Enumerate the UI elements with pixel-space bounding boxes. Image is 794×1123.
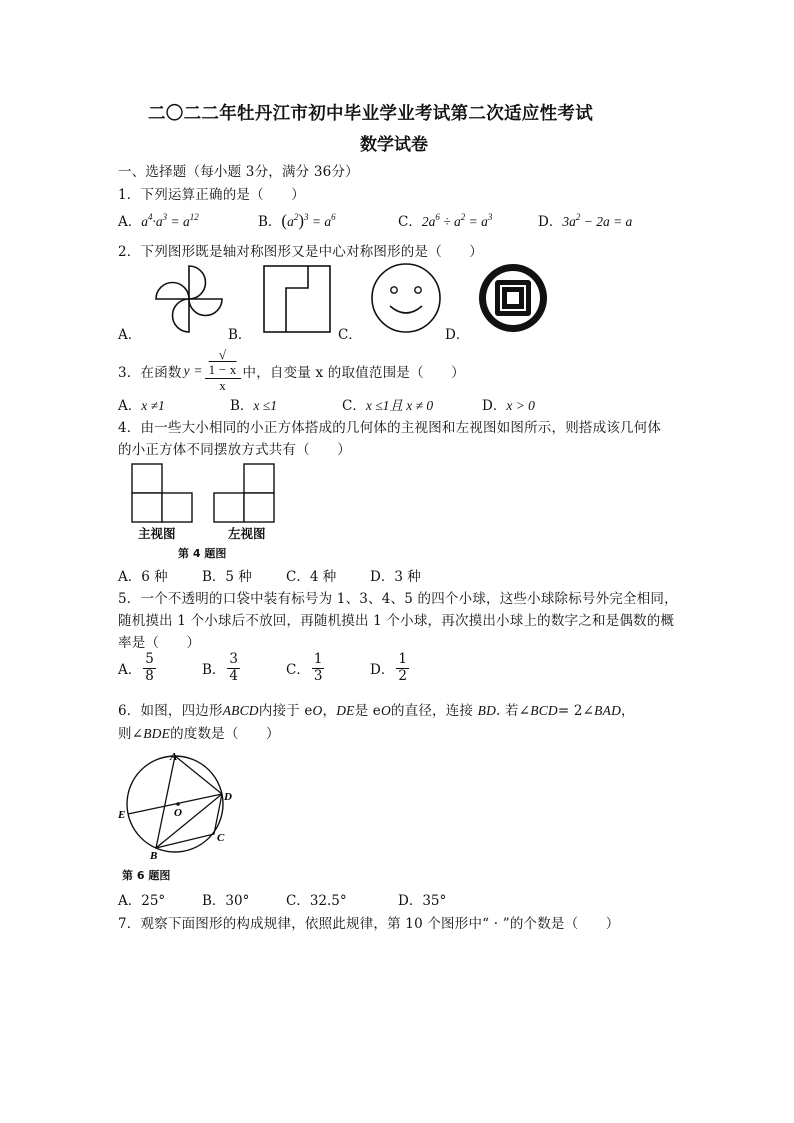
q6-option-c: C．32.5°	[286, 893, 347, 909]
front-view-label: 主视图	[138, 526, 176, 541]
q1-option-c: C．$2a^6 \div a^2 = a^3$	[398, 212, 493, 230]
left-view-label: 左视图	[228, 526, 266, 541]
q5-line3: 率是（ ）	[118, 635, 201, 651]
q6-option-d: D．35°	[398, 893, 447, 909]
q2-option-b-label: B．	[228, 327, 252, 343]
q5-option-c: C． $\frac{1}{3}$	[286, 651, 323, 684]
exam-subtitle: 数学试卷	[360, 135, 428, 155]
q2-option-a-label: A．	[118, 327, 142, 343]
q3-option-a: A．x ≠1	[118, 398, 165, 414]
q4-option-b: B．5 种	[202, 569, 252, 585]
q3-option-c: C．x ≤1且 x ≠ 0	[342, 398, 434, 414]
q7-stem: 7．观察下面图形的构成规律，依照此规律，第 10 个图形中“ · ”的个数是（ ）	[118, 916, 620, 932]
point-c-label: C	[217, 832, 225, 844]
q5-option-d: D． $\frac{1}{2}$	[370, 651, 407, 684]
point-o-label: O	[174, 807, 182, 819]
q4-stem-line2: 的小正方体不同摆放方式共有（ ）	[118, 442, 351, 458]
smiley-face-figure	[370, 262, 442, 334]
q5-option-a: A． $\frac{5}{8}$	[118, 651, 154, 684]
q2-option-d-label: D．	[445, 327, 470, 343]
q4-option-d: D．3 种	[370, 569, 421, 585]
q6-option-b: B．30°	[202, 893, 250, 909]
q3-option-d: D．x > 0	[482, 398, 535, 414]
q1-stem: 1．下列运算正确的是（ ）	[118, 187, 305, 203]
q6-line1: 6．如图，四边形ABCD内接于 eO，DE是 eO的直径，连接 BD. 若∠BCD= 2∠BAD，	[118, 703, 635, 719]
pinwheel-figure	[152, 262, 226, 336]
q6-option-a: A．25°	[118, 893, 166, 909]
q5-option-b: B． $\frac{3}{4}$	[202, 651, 239, 684]
point-a-label: A	[170, 751, 178, 763]
square-step-figure	[262, 264, 332, 334]
q3-stem: 3．在函数 y = √ 1 − x x 中，自变量 x 的取值范围是（ ）	[118, 347, 465, 393]
point-d-label: D	[224, 791, 232, 803]
q4-option-a: A．6 种	[118, 569, 168, 585]
q1-option-d: D．$3a^2 - 2a = a$	[538, 212, 633, 230]
q4-views-figure	[128, 462, 288, 524]
q6-line2: 则∠BDE的度数是（ ）	[118, 726, 280, 742]
q5-line1: 5．一个不透明的口袋中装有标号为 1、3、4、5 的四个小球，这些小球除标号外完全相同，	[118, 591, 678, 607]
q3-option-b: B．x ≤1	[230, 398, 277, 414]
q1-option-b: B．$(a^2)^3 = a^6$	[258, 211, 336, 230]
q5-line2: 随机摸出 1 个小球后不放回，再随机摸出 1 个小球，再次摸出小球上的数字之和是偶数的概	[118, 613, 675, 629]
point-b-label: B	[150, 850, 158, 862]
q4-stem-line1: 4．由一些大小相同的小正方体搭成的几何体的主视图和左视图如图所示，则搭成该几何体	[118, 420, 662, 436]
section-heading: 一、选择题（每小题 3分，满分 36分）	[118, 164, 359, 180]
q4-figure-caption: 第 4 题图	[178, 547, 227, 560]
ancient-coin-figure	[477, 262, 549, 334]
q6-figure-caption: 第 6 题图	[122, 869, 171, 882]
q1-option-a: A．$a^4\cdot a^3 = a^{12}$	[118, 212, 199, 230]
q2-option-c-label: C．	[338, 327, 362, 343]
q6-circle-figure	[118, 748, 248, 862]
q4-option-c: C．4 种	[286, 569, 337, 585]
q2-stem: 2．下列图形既是轴对称图形又是中心对称图形的是（ ）	[118, 244, 483, 260]
exam-title: 二〇二二年牡丹江市初中毕业学业考试第二次适应性考试	[148, 104, 593, 124]
point-e-label: E	[118, 809, 126, 821]
